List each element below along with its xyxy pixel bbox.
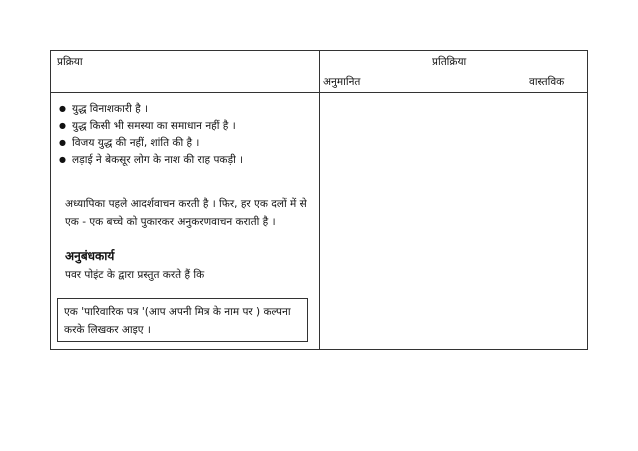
header-reaction: प्रतिक्रिया <box>432 56 467 68</box>
lesson-table <box>50 50 588 350</box>
anubandh-title: अनुबंधकार्य <box>65 249 115 263</box>
header-estimated: अनुमानित <box>323 76 361 88</box>
task-box <box>57 298 308 342</box>
column-divider <box>319 51 320 349</box>
instruction-paragraph <box>57 195 312 231</box>
list-item: ● विजय युद्ध की नहीं, शांति की है । <box>59 135 243 152</box>
task-text: एक 'पारिवारिक पत्र '(आप अपनी मित्र के नाम पर ) कल्पना करके लिखकर आइए । <box>64 306 291 336</box>
header-process: प्रक्रिया <box>57 56 83 68</box>
list-item: ● लड़ाई ने बेकसूर लोग के नाश की राह पकड़ी । <box>59 152 243 169</box>
list-item: ● युद्ध विनाशकारी है । <box>59 101 243 118</box>
points-list <box>59 101 243 169</box>
header-actual: वास्तविक <box>529 76 565 88</box>
powerpoint-line: पवर पोइंट के द्वारा प्रस्तुत करते हैं कि <box>65 269 205 281</box>
list-item: ● युद्ध किसी भी समस्या का समाधान नहीं है । <box>59 118 243 135</box>
paragraph-text: अध्यापिका पहले आदर्शवाचन करती है । फिर, हर एक दलों में से एक - एक बच्चे को पुकारकर अनुकरणवाचन कराती है । <box>65 198 307 228</box>
